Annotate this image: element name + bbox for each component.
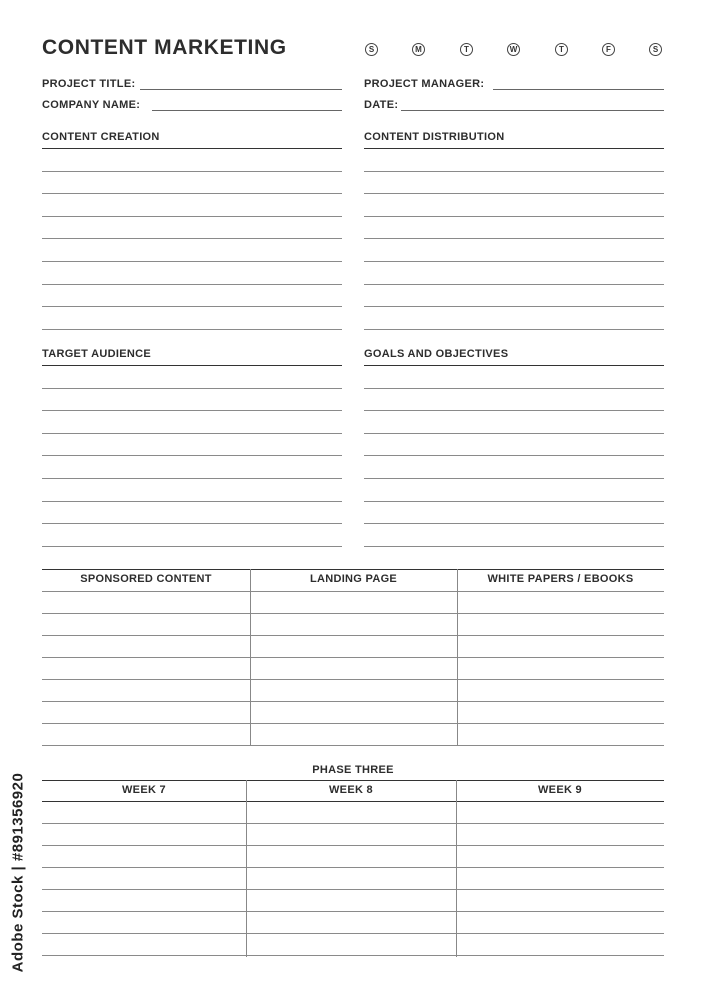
table-row-line bbox=[42, 613, 664, 614]
day-circle-wednesday[interactable]: W bbox=[507, 43, 520, 56]
table-row-line bbox=[42, 635, 664, 636]
date-label: DATE: bbox=[364, 99, 399, 111]
ruled-line bbox=[364, 546, 664, 547]
table-row-line bbox=[42, 845, 664, 846]
day-circle-tuesday[interactable]: T bbox=[460, 43, 473, 56]
table-column-divider bbox=[457, 569, 458, 746]
table-row-line bbox=[42, 745, 664, 746]
table-top-border bbox=[42, 780, 664, 781]
ruled-line bbox=[364, 238, 664, 239]
day-circle-sunday[interactable]: S bbox=[365, 43, 378, 56]
table-header-underline bbox=[42, 801, 664, 802]
table-column-divider bbox=[246, 780, 247, 957]
ruled-line bbox=[42, 523, 342, 524]
ruled-line bbox=[364, 410, 664, 411]
table-row-line bbox=[42, 823, 664, 824]
ruled-line bbox=[364, 306, 664, 307]
ruled-line bbox=[42, 478, 342, 479]
section-underline bbox=[364, 365, 664, 366]
ruled-line bbox=[42, 546, 342, 547]
goals-objectives-heading: GOALS AND OBJECTIVES bbox=[364, 348, 509, 360]
table-row-line bbox=[42, 933, 664, 934]
section-underline bbox=[364, 148, 664, 149]
ruled-line bbox=[42, 388, 342, 389]
table2-header-week8: WEEK 8 bbox=[329, 784, 373, 796]
ruled-line bbox=[42, 216, 342, 217]
day-circle-friday[interactable]: F bbox=[602, 43, 615, 56]
ruled-line bbox=[42, 238, 342, 239]
ruled-line bbox=[364, 523, 664, 524]
ruled-line bbox=[364, 216, 664, 217]
content-distribution-heading: CONTENT DISTRIBUTION bbox=[364, 131, 505, 143]
table-row-line bbox=[42, 657, 664, 658]
ruled-line bbox=[42, 410, 342, 411]
table-row-line bbox=[42, 911, 664, 912]
ruled-line bbox=[42, 329, 342, 330]
table-row-line bbox=[42, 701, 664, 702]
ruled-line bbox=[42, 455, 342, 456]
day-circle-thursday[interactable]: T bbox=[555, 43, 568, 56]
section-underline bbox=[42, 148, 342, 149]
project-title-field[interactable] bbox=[140, 89, 342, 90]
table-row-line bbox=[42, 591, 664, 592]
table-column-divider bbox=[250, 569, 251, 746]
date-field[interactable] bbox=[401, 110, 664, 111]
table-row-line bbox=[42, 867, 664, 868]
table-row-line bbox=[42, 889, 664, 890]
table1-top-border bbox=[42, 569, 664, 570]
day-circle-monday[interactable]: M bbox=[412, 43, 425, 56]
table2-header-week9: WEEK 9 bbox=[538, 784, 582, 796]
stock-id-watermark bbox=[4, 760, 32, 985]
ruled-line bbox=[42, 501, 342, 502]
table-column-divider bbox=[456, 780, 457, 957]
section-underline bbox=[42, 365, 342, 366]
ruled-line bbox=[364, 284, 664, 285]
table1-header-white-papers: WHITE PAPERS / EBOOKS bbox=[487, 573, 634, 585]
content-creation-heading: CONTENT CREATION bbox=[42, 131, 160, 143]
table1-header-sponsored-content: SPONSORED CONTENT bbox=[80, 573, 212, 585]
table2-header-week7: WEEK 7 bbox=[122, 784, 166, 796]
project-manager-label: PROJECT MANAGER: bbox=[364, 78, 485, 90]
stock-id-text: Adobe Stock | #891356920 bbox=[9, 772, 27, 973]
table-row-line bbox=[42, 955, 664, 956]
table1-header-landing-page: LANDING PAGE bbox=[309, 573, 398, 585]
ruled-line bbox=[42, 433, 342, 434]
phase-three-title: PHASE THREE bbox=[312, 764, 394, 776]
ruled-line bbox=[364, 171, 664, 172]
project-title-label: PROJECT TITLE: bbox=[42, 78, 136, 90]
ruled-line bbox=[42, 193, 342, 194]
table-row-line bbox=[42, 679, 664, 680]
ruled-line bbox=[42, 306, 342, 307]
company-name-label: COMPANY NAME: bbox=[42, 99, 141, 111]
ruled-line bbox=[364, 261, 664, 262]
ruled-line bbox=[364, 193, 664, 194]
page-title: CONTENT MARKETING bbox=[42, 36, 287, 59]
ruled-line bbox=[42, 171, 342, 172]
target-audience-heading: TARGET AUDIENCE bbox=[42, 348, 151, 360]
day-circle-saturday[interactable]: S bbox=[649, 43, 662, 56]
ruled-line bbox=[364, 455, 664, 456]
company-name-field[interactable] bbox=[152, 110, 342, 111]
ruled-line bbox=[364, 329, 664, 330]
ruled-line bbox=[42, 261, 342, 262]
ruled-line bbox=[364, 388, 664, 389]
ruled-line bbox=[364, 501, 664, 502]
ruled-line bbox=[42, 284, 342, 285]
ruled-line bbox=[364, 478, 664, 479]
project-manager-field[interactable] bbox=[493, 89, 664, 90]
table-row-line bbox=[42, 723, 664, 724]
ruled-line bbox=[364, 433, 664, 434]
